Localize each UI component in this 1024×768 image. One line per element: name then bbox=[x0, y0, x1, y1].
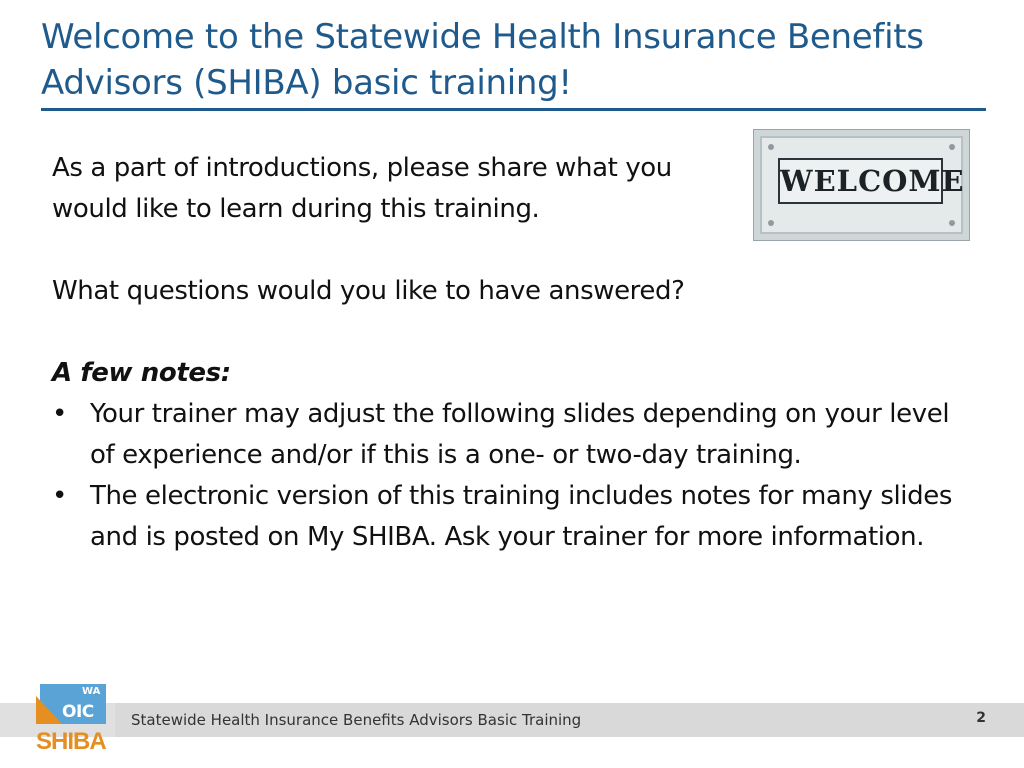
question-text: What questions would you like to have answered? bbox=[52, 276, 685, 306]
logo-orange-mark bbox=[36, 696, 62, 724]
sign-plaque: WELCOME bbox=[778, 158, 943, 204]
logo-shiba-text: SHIBA bbox=[36, 728, 106, 755]
logo-oic-text: OIC bbox=[62, 702, 94, 722]
notes-list bbox=[52, 394, 972, 558]
note-text: The electronic version of this training includes notes for many slides and is posted on My SHIBA. Ask your trainer for more information. bbox=[90, 481, 952, 552]
intro-text: As a part of introductions, please share what you would like to learn during this training. bbox=[52, 153, 672, 224]
list-item bbox=[52, 476, 972, 558]
logo-wa-text: WA bbox=[82, 686, 101, 697]
title-underline bbox=[41, 108, 986, 111]
sign-rivet bbox=[949, 220, 955, 226]
page-number: 2 bbox=[976, 710, 986, 726]
bullet-icon: • bbox=[52, 399, 67, 429]
welcome-sign-image bbox=[753, 129, 970, 241]
bullet-icon: • bbox=[52, 481, 67, 511]
list-item bbox=[52, 394, 972, 476]
notes-heading: A few notes: bbox=[52, 358, 231, 388]
sign-rivet bbox=[768, 144, 774, 150]
slide-title: Welcome to the Statewide Health Insurance Benefits Advisors (SHIBA) basic training! bbox=[41, 17, 924, 103]
note-text: Your trainer may adjust the following slides depending on your level of experience and/or if this is a one- or two-day training. bbox=[90, 399, 950, 470]
sign-rivet bbox=[949, 144, 955, 150]
oic-shiba-logo bbox=[36, 684, 106, 760]
footer-text: Statewide Health Insurance Benefits Advisors Basic Training bbox=[131, 711, 582, 729]
sign-rivet bbox=[768, 220, 774, 226]
